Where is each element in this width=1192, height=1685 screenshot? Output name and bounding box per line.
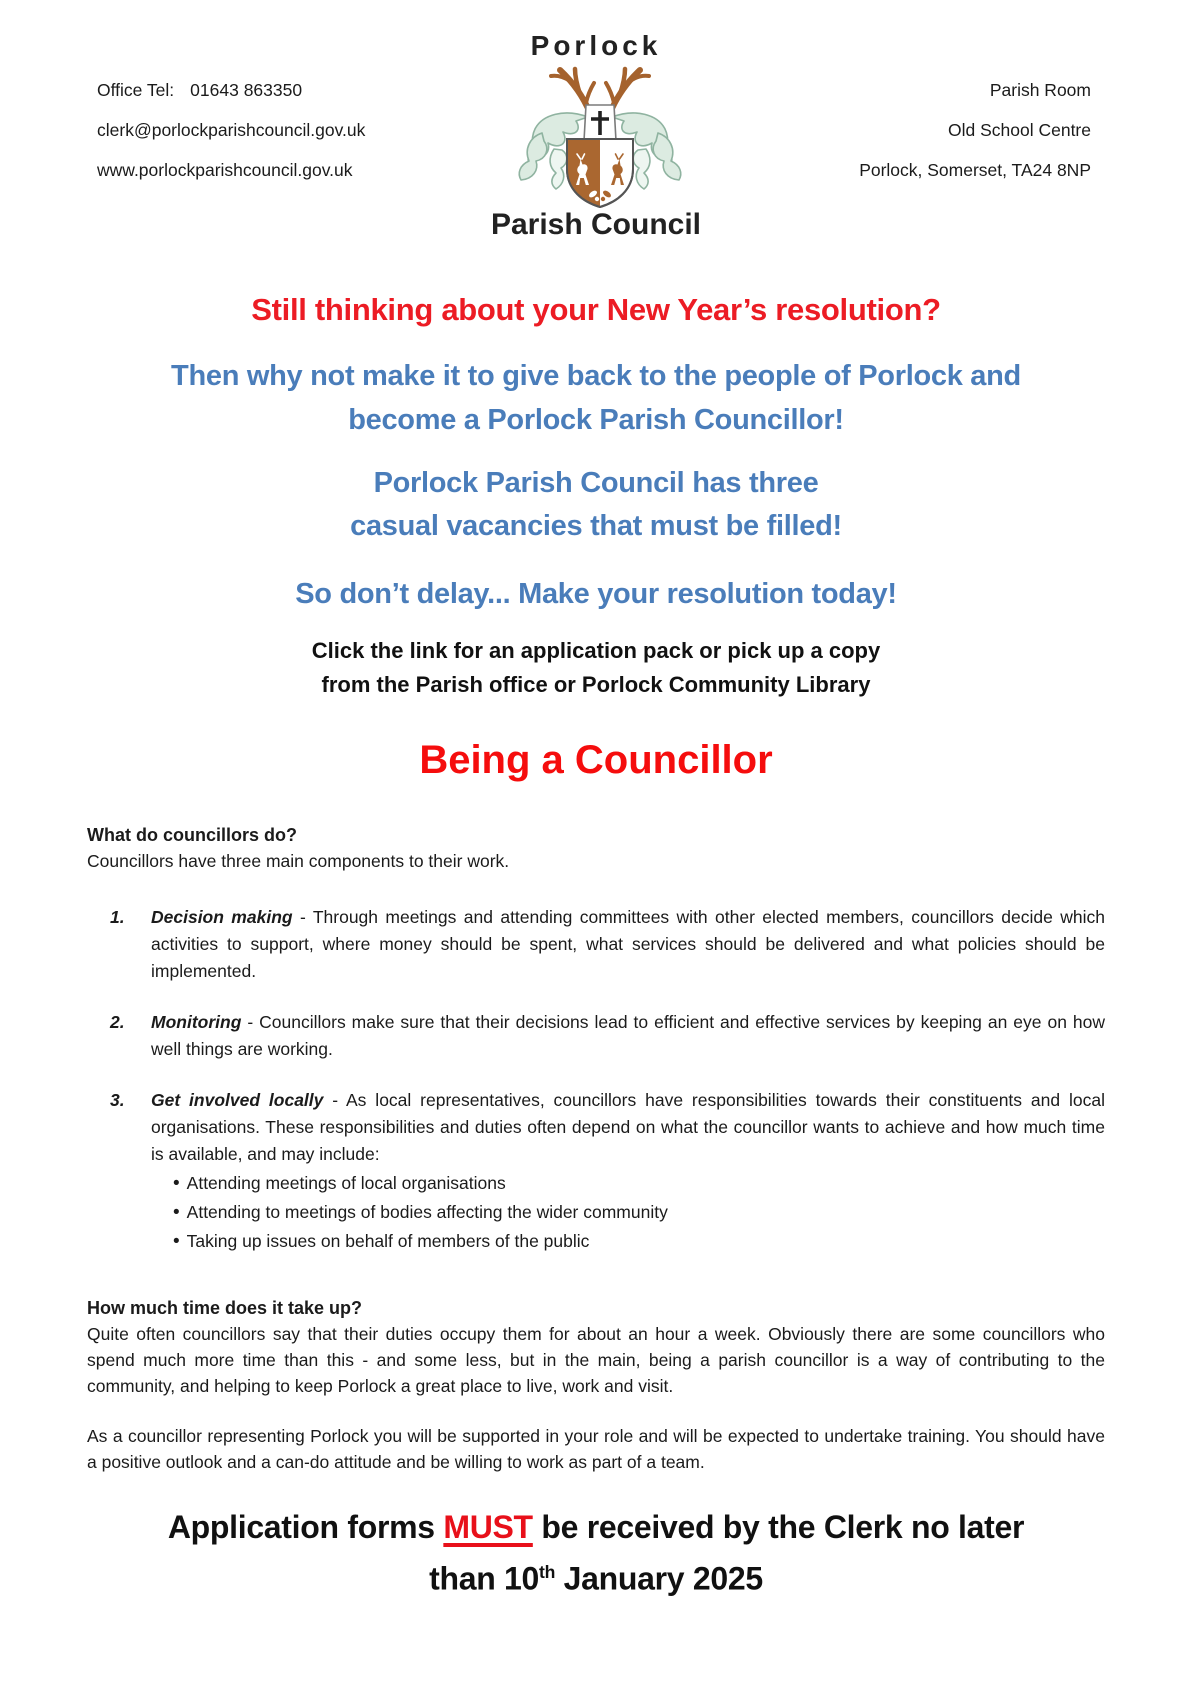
time-paragraph-2: As a councillor representing Porlock you will be supported in your role and will be expected to undertake training. You should have a positive outlook and a can-do attitude and be willing to work as part of a team.	[87, 1426, 1105, 1472]
councillors-intro: Councillors have three main components to their work.	[87, 851, 510, 871]
deadline-date-suffix: January 2025	[555, 1560, 763, 1597]
intro-paragraph-1	[87, 354, 1105, 442]
duty-item-decision-making	[87, 904, 1105, 985]
org-name-top: Porlock	[530, 30, 662, 61]
how-much-time-heading: How much time does it take up?	[87, 1298, 363, 1318]
office-tel-label: Office Tel:	[97, 80, 175, 100]
deadline-date-prefix: than 10	[429, 1560, 540, 1597]
website-url: www.porlockparishcouncil.gov.uk	[97, 160, 353, 180]
duty-lead: Decision making	[151, 907, 293, 927]
org-name-bottom: Parish Council	[490, 208, 702, 241]
deadline-middle: be received by the Clerk no later	[532, 1509, 1025, 1545]
duty-number: 1.	[110, 907, 125, 927]
email-address: clerk@porlockparishcouncil.gov.uk	[97, 120, 366, 140]
application-pack-cta	[87, 634, 1105, 702]
intro-paragraph-1-line-2: become a Porlock Parish Councillor!	[348, 404, 844, 436]
vacancies-paragraph	[87, 462, 1105, 548]
duties-list	[87, 904, 1105, 1256]
header	[87, 30, 1105, 208]
parish-council-crest-icon	[490, 61, 702, 211]
office-tel-number: 01643 863350	[190, 80, 303, 100]
contact-block	[97, 80, 365, 200]
duty-lead: Get involved locally	[151, 1090, 324, 1110]
deadline-notice	[87, 1505, 1105, 1602]
duty-lead: Monitoring	[151, 1012, 242, 1032]
deadline-line-2	[87, 1550, 1105, 1602]
duty-rest: - Through meetings and attending committees with other elected members, councillors decide which activities to support, where money should be spent, what services should be delivered and what policies should be implemented.	[151, 907, 1105, 981]
duty-rest: - As local representatives, councillors have responsibilities towards their constituents and local organisations. These responsibilities and duties often depend on what the councillor wants to achieve and how much time is available, and may include:	[151, 1090, 1105, 1164]
duty-item-get-involved-locally	[87, 1087, 1105, 1256]
duty-item-monitoring	[87, 1009, 1105, 1063]
deadline-must-emphasis: MUST	[443, 1509, 533, 1545]
deadline-line-1	[87, 1505, 1105, 1550]
duty-text	[151, 1009, 1105, 1063]
vacancies-line-1: Porlock Parish Council has three	[373, 467, 819, 499]
deadline-prefix: Application forms	[167, 1509, 444, 1545]
duty-number: 2.	[110, 1012, 125, 1032]
resolution-paragraph: So don’t delay... Make your resolution today!	[295, 578, 897, 610]
office-tel	[97, 80, 365, 101]
address-line-2: Old School Centre	[948, 120, 1091, 140]
vacancies-line-2: casual vacancies that must be filled!	[350, 510, 842, 542]
time-paragraph-1: Quite often councillors say that their duties occupy them for about an hour a week. Obviously there are some councillors who spend much more time than this - and some less, but in the main, being a parish councillor is a way of contributing to the community, and helping to keep Porlock a great place to live, work and visit.	[87, 1324, 1105, 1396]
headline: Still thinking about your New Year’s resolution?	[251, 292, 941, 327]
being-a-councillor-title: Being a Councillor	[419, 738, 773, 782]
involvement-bullet: • Attending to meetings of bodies affecting the wider community	[173, 1198, 1105, 1227]
what-do-councillors-do-heading: What do councillors do?	[87, 825, 297, 845]
address-line-3: Porlock, Somerset, TA24 8NP	[859, 160, 1091, 180]
duty-number: 3.	[110, 1090, 125, 1110]
cta-line-2: from the Parish office or Porlock Community Library	[321, 672, 871, 697]
deadline-date-ordinal: th	[539, 1562, 556, 1582]
involvement-bullet: • Taking up issues on behalf of members of the public	[173, 1227, 1105, 1256]
involvement-bullet: • Attending meetings of local organisations	[173, 1169, 1105, 1198]
duty-rest: - Councillors make sure that their decisions lead to efficient and effective services by keeping an eye on how well things are working.	[151, 1012, 1105, 1059]
address-line-1: Parish Room	[989, 80, 1091, 100]
intro-paragraph-1-line-1: Then why not make it to give back to the people of Porlock and	[171, 360, 1021, 392]
duty-text	[151, 904, 1105, 985]
duty-text	[151, 1087, 1105, 1256]
cta-line-1: Click the link for an application pack or pick up a copy	[311, 638, 881, 663]
involvement-bullet-list	[151, 1169, 1105, 1256]
address-block	[859, 80, 1091, 200]
